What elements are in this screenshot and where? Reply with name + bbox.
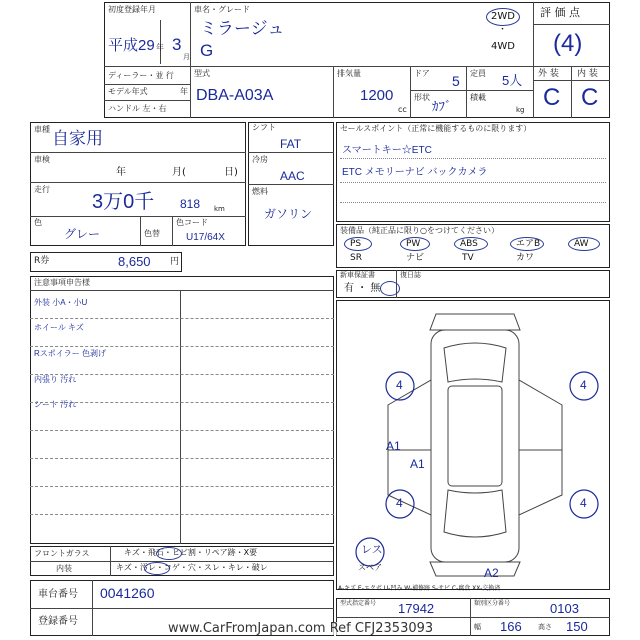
car-no-label: 車台番号: [38, 589, 78, 600]
drive-4wd: 4WD: [491, 41, 515, 52]
month-unit: 月: [183, 53, 190, 61]
model-year-unit: 年: [180, 87, 188, 96]
year-unit: 年: [156, 43, 164, 52]
height-value: 150: [566, 619, 588, 634]
type-label: 型式: [194, 69, 210, 78]
shift-label: シフト: [252, 123, 276, 132]
reg-no-label: 登録番号: [38, 616, 78, 627]
handle-label: ハンドル 左・右: [108, 104, 167, 113]
inspection-month: 月(: [172, 167, 186, 178]
watermark: www.CarFromJapan.com Ref CFJ2353093: [168, 621, 434, 636]
equip-aw: AW: [574, 239, 589, 249]
note-line-1: 外装 小A・小U: [34, 298, 88, 307]
model-year-label: モデル年式: [108, 87, 148, 96]
spare-status: レス: [361, 544, 383, 556]
registration-month: 3: [172, 35, 182, 54]
equipment-label: 装備品（純正品に限り○をつけてください）: [340, 226, 499, 235]
type-approval: 17942: [398, 601, 435, 616]
km-unit: km: [214, 205, 225, 213]
class-label: 類別区分番号: [474, 600, 511, 607]
aircon-label: 冷房: [252, 155, 268, 164]
model-label: 車名・グレード: [194, 5, 250, 14]
model-name: ミラージュ: [200, 19, 285, 38]
color: グレー: [64, 227, 101, 241]
mileage: 3万0千: [92, 191, 155, 213]
exterior-grade: C: [543, 84, 561, 111]
color-code: U17/64X: [186, 232, 225, 243]
drive-separator: ・: [498, 25, 508, 35]
tire-rear-right: 4: [580, 496, 587, 510]
equip-pw: PW: [406, 239, 421, 249]
selling-point-1: スマートキー☆ETC: [342, 145, 432, 156]
note-line-5: シート 汚れ: [34, 400, 77, 409]
cc-unit: cc: [398, 105, 407, 114]
windshield-label: フロントガラス: [34, 549, 90, 558]
color-swap-label: 色替: [144, 229, 160, 238]
capacity-label: 定員: [470, 69, 486, 78]
equip-abs: ABS: [460, 239, 478, 249]
car-no: 0041260: [100, 585, 155, 601]
door-label: ドア: [414, 69, 430, 78]
windshield-options: キズ・飛石・ヒビ割・リペア跡・X要: [124, 548, 258, 557]
class-no: 0103: [550, 601, 579, 616]
grade: G: [200, 41, 214, 60]
drive-2wd: 2WD: [491, 11, 515, 22]
interior-label: 内 装: [577, 69, 598, 79]
doors: 5: [452, 73, 460, 89]
selling-point-2: ETC メモリーナビ バックカメラ: [342, 167, 488, 178]
interior-grade: C: [581, 84, 599, 111]
interior-cond-label: 内装: [56, 564, 72, 573]
damage-mark-3: A2: [484, 566, 499, 580]
color-label: 色: [34, 218, 42, 227]
interior-circle: [144, 562, 170, 575]
recycle-unit: 円: [170, 257, 180, 267]
equip-sr: SR: [350, 253, 362, 263]
overall-score: (4): [553, 30, 583, 57]
windshield-circle: [156, 547, 182, 560]
fuel-value: ガソリン: [264, 207, 313, 221]
interior-options: キズ・汚レ・コゲ・穴・スレ・キレ・破レ: [116, 563, 268, 572]
fuel-label: 燃料: [252, 187, 268, 196]
displacement: 1200: [360, 87, 394, 104]
mileage-label: 走行: [34, 185, 50, 194]
width-label: 幅: [474, 623, 481, 631]
inspection-label: 車検: [34, 155, 50, 164]
warranty-value: 有 ・ 無: [344, 283, 381, 294]
load-label: 積載: [470, 93, 486, 102]
equip-ps: PS: [350, 239, 362, 249]
usage: 自家用: [52, 129, 103, 148]
warranty-circle: [380, 281, 400, 296]
damage-legend: A-キズ E-エクボ U-凹み W-補修跡 S-サビ C-腐食 XX-交換済: [338, 585, 501, 592]
note-line-3: Rスポイラー 色剥げ: [34, 349, 106, 358]
tire-front-right: 4: [580, 378, 587, 392]
displacement-label: 排気量: [337, 69, 361, 78]
equip-tv: TV: [462, 253, 474, 263]
exterior-label: 外 装: [538, 69, 559, 79]
inspection-day: 日): [224, 167, 238, 178]
color-code-label: 色コード: [176, 218, 208, 227]
spare-label: スペア: [358, 563, 382, 572]
width-value: 166: [500, 619, 522, 634]
recycle-value: 8,650: [118, 254, 151, 269]
equip-navi: ナビ: [406, 253, 425, 263]
note-line-2: ホイール キズ: [34, 323, 84, 332]
note-line-4: 内張り 汚れ: [34, 375, 77, 384]
aircon-value: AAC: [280, 169, 305, 183]
height-label: 高さ: [538, 623, 552, 631]
recycle-label: R券: [34, 256, 50, 266]
equip-airbag: エアB: [516, 239, 541, 249]
recycle-section: [30, 252, 182, 272]
shape-label: 形状: [414, 93, 430, 102]
type-approval-label: 型式指定番号: [340, 600, 377, 607]
equip-leather: カワ: [516, 253, 535, 263]
warranty-label: 新車保証書: [340, 271, 375, 279]
registration-era: 平成29: [108, 37, 155, 54]
notes-label: 注意事項申告様: [34, 278, 90, 287]
damage-mark-2: A1: [410, 457, 425, 471]
shift-value: FAT: [280, 137, 302, 151]
type-code: DBA-A03A: [196, 87, 274, 104]
shape: ｶﾌﾞ: [432, 99, 452, 114]
record-label: 復日誌: [400, 271, 421, 279]
score-label: 評 価 点: [540, 6, 580, 19]
damage-mark-1: A1: [386, 439, 401, 453]
dealer-label: ディーラー・並 行: [108, 71, 174, 80]
tire-front-left: 4: [396, 378, 403, 392]
capacity: 5人: [502, 73, 523, 88]
tire-rear-left: 4: [396, 496, 403, 510]
usage-label: 車種: [34, 125, 50, 134]
kg-unit: kg: [516, 106, 525, 114]
selling-points-label: セールスポイント（正常に機能するものに限ります）: [340, 124, 532, 133]
mileage-detail: 818: [180, 197, 201, 211]
inspection-year: 年: [116, 167, 126, 178]
registration-label: 初度登録年月: [108, 5, 156, 14]
